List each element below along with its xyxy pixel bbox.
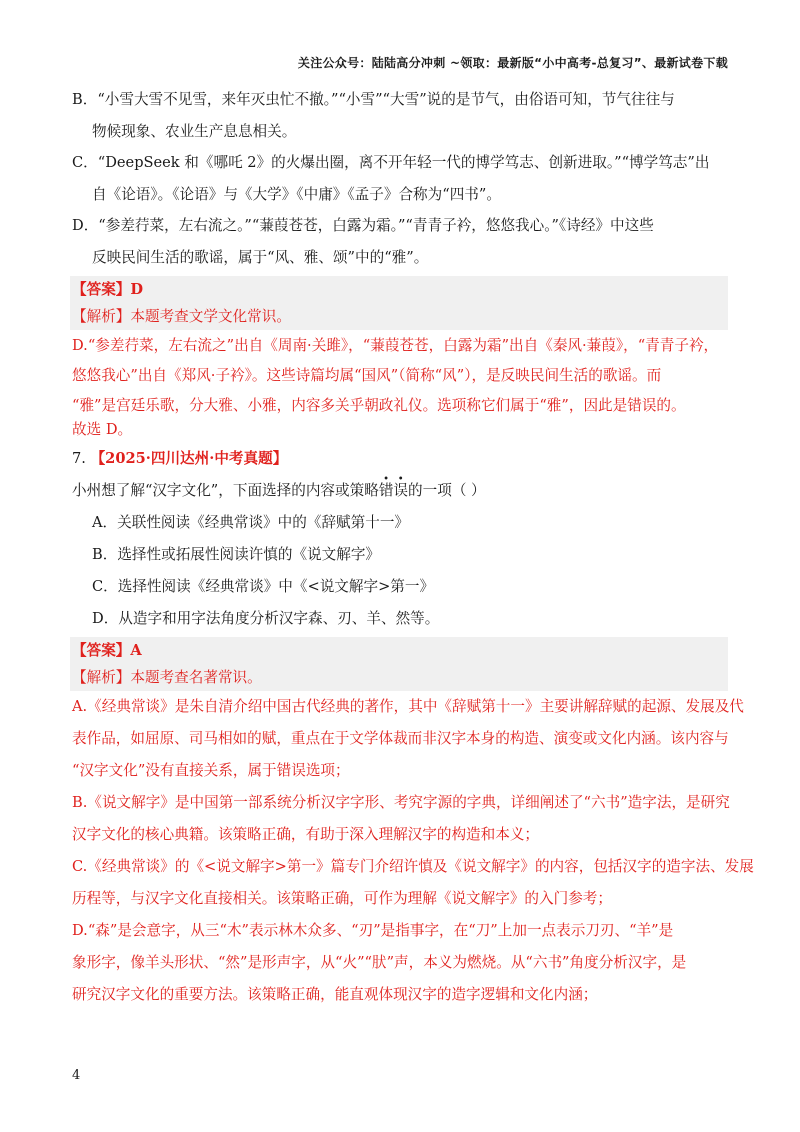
text-line: D．“参差荇菜，左右流之。”“蒹葭苍苍，白露为霜。”“青青子衿，悠悠我心。”《诗经》中这些 xyxy=(72,217,654,234)
text-line: B．“小雪大雪不见雪，来年灭虫忙不撤。”“小雪”“大雪”说的是节气，由俗语可知，节气往往与 xyxy=(72,91,675,108)
q6-option-b xyxy=(72,90,728,142)
analysis-line: A.《经典常谈》是朱自清介绍中国古代经典的著作，其中《辞赋第十一》主要讲解辞赋的起源、发展及代 xyxy=(72,698,744,715)
emphasis-char xyxy=(393,474,409,501)
q7-option-a: A．关联性阅读《经典常谈》中的《辞赋第十一》 xyxy=(92,514,410,531)
analysis-line: 表作品，如屈原、司马相如的赋，重点在于文学体裁而非汉字本身的构造、演变或文化内涵。该内容与 xyxy=(72,730,729,747)
q7-option-c: C．选择性阅读《经典常谈》中《<说文解字>第一》 xyxy=(92,578,435,595)
stem-text: 的一项（ ） xyxy=(408,482,486,499)
q7-option-b: B．选择性或拓展性阅读许慎的《说文解字》 xyxy=(92,546,381,563)
analysis-line: “汉字文化”没有直接关系，属于错误选项； xyxy=(72,762,350,779)
q7-analysis xyxy=(72,697,754,1005)
emphasis-dot: • xyxy=(383,474,390,485)
q7-heading xyxy=(72,449,728,469)
analysis-line: D.“参差荇菜，左右流之”出自《周南·关雎》，“蒹葭苍苍，白露为霜”出自《秦风·蒹葭》，“青青子衿， xyxy=(72,337,719,354)
q7-option-d: D．从造字和用字法角度分析汉字森、刃、羊、然等。 xyxy=(92,610,440,627)
answer-label: 【答案】D xyxy=(72,281,144,298)
text-line: C．“DeepSeek 和《哪吒 2》的火爆出圈，离不开年轻一代的博学笃志、创新进取。”“博学笃志”出 xyxy=(72,154,710,171)
emphasis-dot: • xyxy=(397,474,404,485)
analysis-line: D.“森”是会意字，从三“木”表示林木众多、“刃”是指事字，在“刀”上加一点表示刀刃、“羊”是 xyxy=(72,922,674,939)
q6-analysis xyxy=(72,336,728,440)
analysis-line: “雅”是宫廷乐歌，分大雅、小雅，内容多关乎朝政礼仪。选项称它们属于“雅”，因此是错误的。 xyxy=(72,397,686,414)
question-number: 7. xyxy=(72,450,86,467)
page-header: 关注公众号：陆陆高分冲刺 ~领取：最新版“小中高考-总复习”、最新试卷下载 xyxy=(297,56,728,70)
analysis-line: 故选 D。 xyxy=(72,421,133,438)
q7-options xyxy=(72,513,728,629)
analysis-label: 【解析】本题考查文学文化常识。 xyxy=(72,308,291,325)
q7-stem xyxy=(72,474,728,501)
q7-answer-block xyxy=(70,637,728,691)
stem-text: 小州想了解“汉字文化”，下面选择的内容或策略 xyxy=(72,482,379,499)
question-source: 【2025·四川达州·中考真题】 xyxy=(90,450,288,467)
analysis-label: 【解析】本题考查名著常识。 xyxy=(72,669,262,686)
analysis-line: 汉字文化的核心典籍。该策略正确，有助于深入理解汉字的构造和本义； xyxy=(72,826,540,843)
analysis-line: C.《经典常谈》的《<说文解字>第一》篇专门介绍许慎及《说文解字》的内容，包括汉字的造字法、发展 xyxy=(72,858,754,875)
analysis-line: 历程等，与汉字文化直接相关。该策略正确，可作为理解《说文解字》的入门参考； xyxy=(72,890,612,907)
text-line: 自《论语》。《论语》与《大学》《中庸》《孟子》合称为“四书”。 xyxy=(92,186,501,203)
analysis-line: B.《说文解字》是中国第一部系统分析汉字字形、考究字源的字典，详细阐述了“六书”造字法，是研究 xyxy=(72,794,730,811)
q6-option-d xyxy=(72,216,728,268)
analysis-line: 研究汉字文化的重要方法。该策略正确，能直观体现汉字的造字逻辑和文化内涵； xyxy=(72,986,598,1003)
emphasis-text: 误 xyxy=(393,482,409,499)
page-content xyxy=(72,90,754,1005)
q6-option-c xyxy=(72,153,728,205)
analysis-line: 悠悠我心”出自《郑风·子衿》。这些诗篇均属“国风”（简称“风”），是反映民间生活的歌谣。而 xyxy=(72,367,662,384)
text-line: 物候现象、农业生产息息相关。 xyxy=(92,123,297,140)
text-line: 反映民间生活的歌谣，属于“风、雅、颂”中的“雅”。 xyxy=(92,249,429,266)
emphasis-text: 错 xyxy=(378,482,394,499)
analysis-line: 象形字，像羊头形状、“然”是形声字，从“火”“肰”声，本义为燃烧。从“六书”角度分析汉字，是 xyxy=(72,954,687,971)
answer-label: 【答案】A xyxy=(72,642,142,659)
emphasis-char xyxy=(378,474,394,501)
q6-answer-block xyxy=(70,276,728,330)
page-number: 4 xyxy=(72,1068,81,1083)
